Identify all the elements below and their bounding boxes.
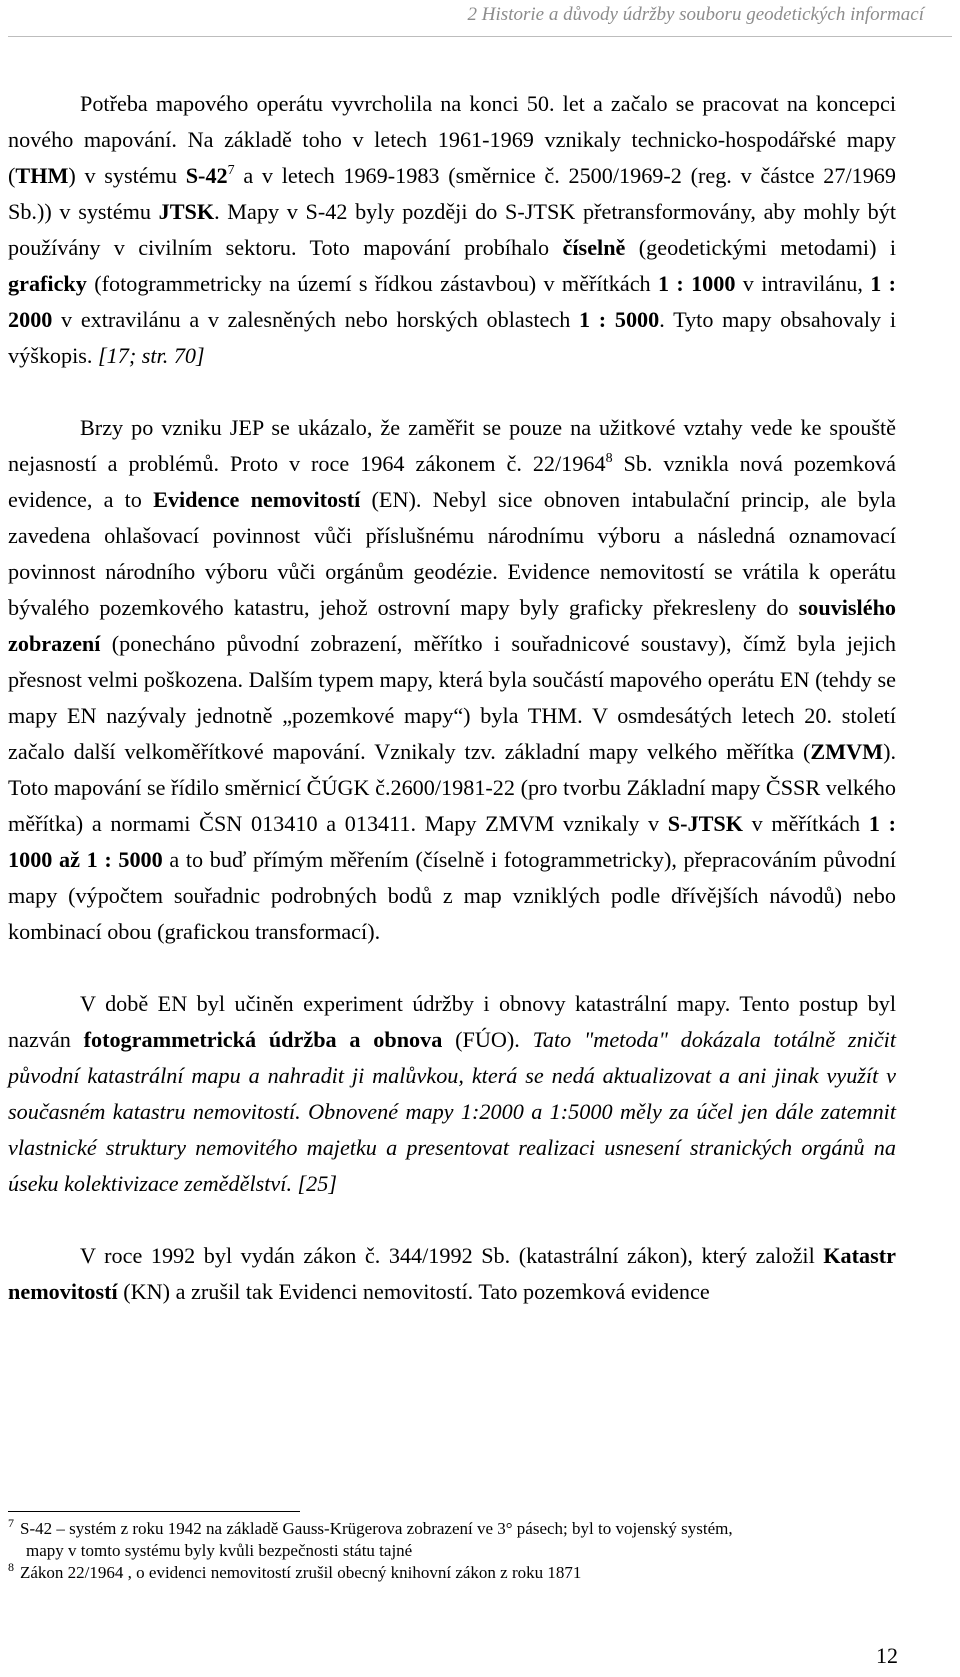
- running-header: 2 Historie a důvody údržby souboru geodetických informací: [467, 4, 924, 25]
- text-run: (fotogrammetricky na území s řídkou zástavbou) v měřítkách: [86, 271, 658, 296]
- text-run: Sb. vznikla nová pozemková evidence, a to: [8, 451, 897, 512]
- text-run: v měřítkách: [742, 811, 869, 836]
- bold-text: fotogrammetrická údržba a obnova: [83, 1027, 443, 1052]
- text-run: (EN). Nebyl sice obnoven intabulační princip, ale byla zavedena ohlašovací povinnost vůči příslušnému národnímu výboru a následná oznamovací povinnost národního výboru vůči orgánům geodézie. Evidence nemovitostí se vrátila k operátu bývalého pozemkového katastru, jehož ostrovní mapy byly graficky překresleny do: [8, 487, 896, 620]
- paragraph: [8, 1238, 896, 1310]
- bold-text: číselně: [562, 235, 626, 260]
- bold-text: Katastr nemovitostí: [8, 1243, 896, 1304]
- text-run: Brzy po vzniku JEP se ukázalo, že zaměřit se pouze na užitkové vztahy vede ke spouště nejasností a problémů. Proto v roce 1964 zákonem č. 22/1964: [8, 415, 896, 476]
- footnote-text: S-42 – systém z roku 1942 na základě Gauss-Krügerova zobrazení ve 3° pásech; byl to vojenský systém,: [20, 1519, 733, 1538]
- footnotes: [8, 1518, 900, 1584]
- document-body: [8, 86, 896, 1310]
- footnote-ref: 8: [605, 451, 613, 466]
- footnote-divider: [8, 1511, 300, 1512]
- text-run: (ponecháno původní zobrazení, měřítko i souřadnicové soustavy), čímž byla jejich přesnost velmi poškozena. Dalším typem mapy, která byla součástí mapového operátu EN (tehdy se mapy EN nazývaly jednotně „pozemkové mapy“) byla THM. V osmdesátých letech 20. století začalo další velkoměřítkové mapování. Vznikaly tzv. základní mapy velkého měřítka (: [8, 631, 896, 764]
- italic-text: [17; str. 70]: [98, 343, 205, 368]
- text-run: (FÚO).: [442, 1027, 533, 1052]
- page-number: 12: [876, 1643, 898, 1668]
- text-run: . Tyto mapy obsahovaly i výškopis.: [8, 307, 896, 368]
- bold-text: JTSK: [158, 199, 215, 224]
- header-divider: [8, 36, 952, 37]
- text-run: Potřeba mapového operátu vyvrcholila na konci 50. let a začalo se pracovat na koncepci nového mapování. Na základě toho v letech 1961-1969 vznikaly technicko-hospodářské mapy (: [8, 91, 896, 188]
- bold-text: THM: [15, 163, 69, 188]
- footnote-text-continued: mapy v tomto systému byly kvůli bezpečnosti státu tajné: [26, 1541, 413, 1560]
- paragraph: [8, 86, 896, 374]
- footnote-7: [8, 1518, 900, 1562]
- footnote-ref: 7: [227, 163, 235, 178]
- bold-text: S-42: [185, 163, 228, 188]
- text-run: a v letech 1969-1983 (směrnice č. 2500/1969-2 (reg. v částce 27/1969 Sb.)) v systému: [8, 163, 896, 224]
- paragraph: [8, 410, 896, 950]
- bold-text: 1 : 1000 až 1 : 5000: [8, 811, 896, 872]
- bold-text: 1 : 1000: [657, 271, 736, 296]
- text-run: . Mapy v S-42 byly později do S-JTSK přetransformovány, aby mohly být používány v civilním sektoru. Toto mapování probíhalo: [8, 199, 897, 260]
- bold-text: 1 : 5000: [579, 307, 660, 332]
- text-run: ). Toto mapování se řídilo směrnicí ČÚGK č.2600/1981-22 (pro tvorbu Základní mapy ČSSR velkého měřítka) a normami ČSN 013410 a 013411. Mapy ZMVM vznikaly v: [8, 739, 896, 836]
- bold-text: 1 : 2000: [8, 271, 897, 332]
- text-run: V době EN byl učiněn experiment údržby i obnovy katastrální mapy. Tento postup byl nazván: [8, 991, 896, 1052]
- text-run: v intravilánu,: [735, 271, 871, 296]
- text-run: V roce 1992 byl vydán zákon č. 344/1992 Sb. (katastrální zákon), který založil: [80, 1243, 824, 1268]
- footnote-8: [8, 1562, 900, 1584]
- bold-text: ZMVM: [810, 739, 884, 764]
- text-run: (KN) a zrušil tak Evidenci nemovitostí. Tato pozemková evidence: [117, 1279, 710, 1304]
- footnote-number: 7: [8, 1516, 14, 1530]
- text-run: a to buď přímým měřením (číselně i fotogrammetricky), přepracováním původní mapy (výpočtem souřadnic podrobných bodů z map vzniklých podle dřívějších návodů) nebo kombinací obou (grafickou transformací).: [8, 847, 896, 944]
- text-run: ) v systému: [68, 163, 186, 188]
- text-run: (geodetickými metodami) i: [625, 235, 897, 260]
- bold-text: graficky: [8, 271, 87, 296]
- bold-text: S-JTSK: [667, 811, 743, 836]
- paragraph: [8, 986, 896, 1202]
- text-run: v extravilánu a v zalesněných nebo horských oblastech: [52, 307, 580, 332]
- footnote-number: 8: [8, 1560, 14, 1574]
- footnote-text: Zákon 22/1964 , o evidenci nemovitostí zrušil obecný knihovní zákon z roku 1871: [20, 1563, 582, 1582]
- bold-text: Evidence nemovitostí: [153, 487, 361, 512]
- italic-text: Tato "metoda" dokázala totálně zničit původní katastrální mapu a nahradit ji malůvkou, která se nedá aktualizovat a ani jinak využít v současném katastru nemovitostí. Obnovené mapy 1:2000 a 1:5000 měly za účel jen dále zatemnit vlastnické struktury nemovitého majetku a presentovat realizaci usnesení stranických orgánů na úseku kolektivizace zemědělství. [25]: [8, 1027, 897, 1196]
- bold-text: souvislého zobrazení: [8, 595, 896, 656]
